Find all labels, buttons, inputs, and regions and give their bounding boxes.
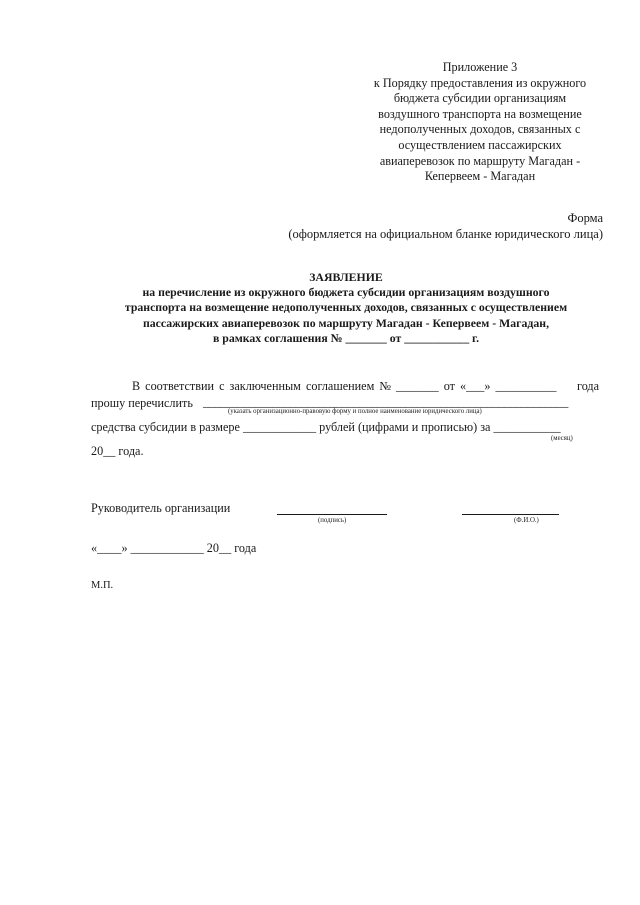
org-name-blank: _______________________________________________________________ [203,395,569,409]
month-hint: (месяц) [551,435,573,442]
date-line: «____» ____________ 20__ года [91,541,257,555]
form-label: Форма [567,211,603,225]
stamp-place: М.П. [91,580,114,591]
body-line-agreement-end: года [577,379,600,393]
appendix-line: воздушного транспорта на возмещение [378,106,582,121]
appendix-line: Приложение 3 [442,60,518,74]
signature-hint: (подпись) [318,517,347,524]
appendix-line: к Порядку предоставления из окружного [373,75,587,90]
title-line: транспорта на возмещение недополученных доходов, связанных с осуществлением [124,300,568,315]
signature-role: Руководитель организации [91,501,231,515]
document-title [0,270,640,346]
appendix-line: авиаперевозок по маршруту Магадан - [379,153,581,168]
appendix-block [355,60,605,185]
name-hint: (Ф.И.О.) [514,517,539,524]
appendix-line: осуществлением пассажирских [398,137,562,152]
title-line: в рамках соглашения № _______ от ___________ г. [212,330,480,345]
appendix-line: бюджета субсидии организациям [393,91,567,106]
title-heading: ЗАЯВЛЕНИЕ [309,270,383,284]
body-line-year: 20__ года. [91,444,144,458]
body-line-agreement: В соответствии с заключенным соглашением № _______ от «___» __________ [132,379,557,393]
org-name-hint: (указать организационно-правовую форму и полное наименование юридического лица) [228,408,482,415]
title-line: пассажирских авиаперевозок по маршруту Магадан - Кепервеем - Магадан, [142,315,550,330]
body-line-amount: средства субсидии в размере ____________ рублей (цифрами и прописью) за ___________ [91,420,561,434]
signature-line [277,514,387,515]
title-line: на перечисление из окружного бюджета субсидии организациям воздушного [142,285,550,300]
body-line-request: прошу перечислить [91,396,193,410]
form-note: (оформляется на официальном бланке юридического лица) [288,227,603,241]
appendix-line: Кепервеем - Магадан [424,169,536,184]
appendix-line: недополученных доходов, связанных с [379,122,581,137]
name-line [462,514,559,515]
